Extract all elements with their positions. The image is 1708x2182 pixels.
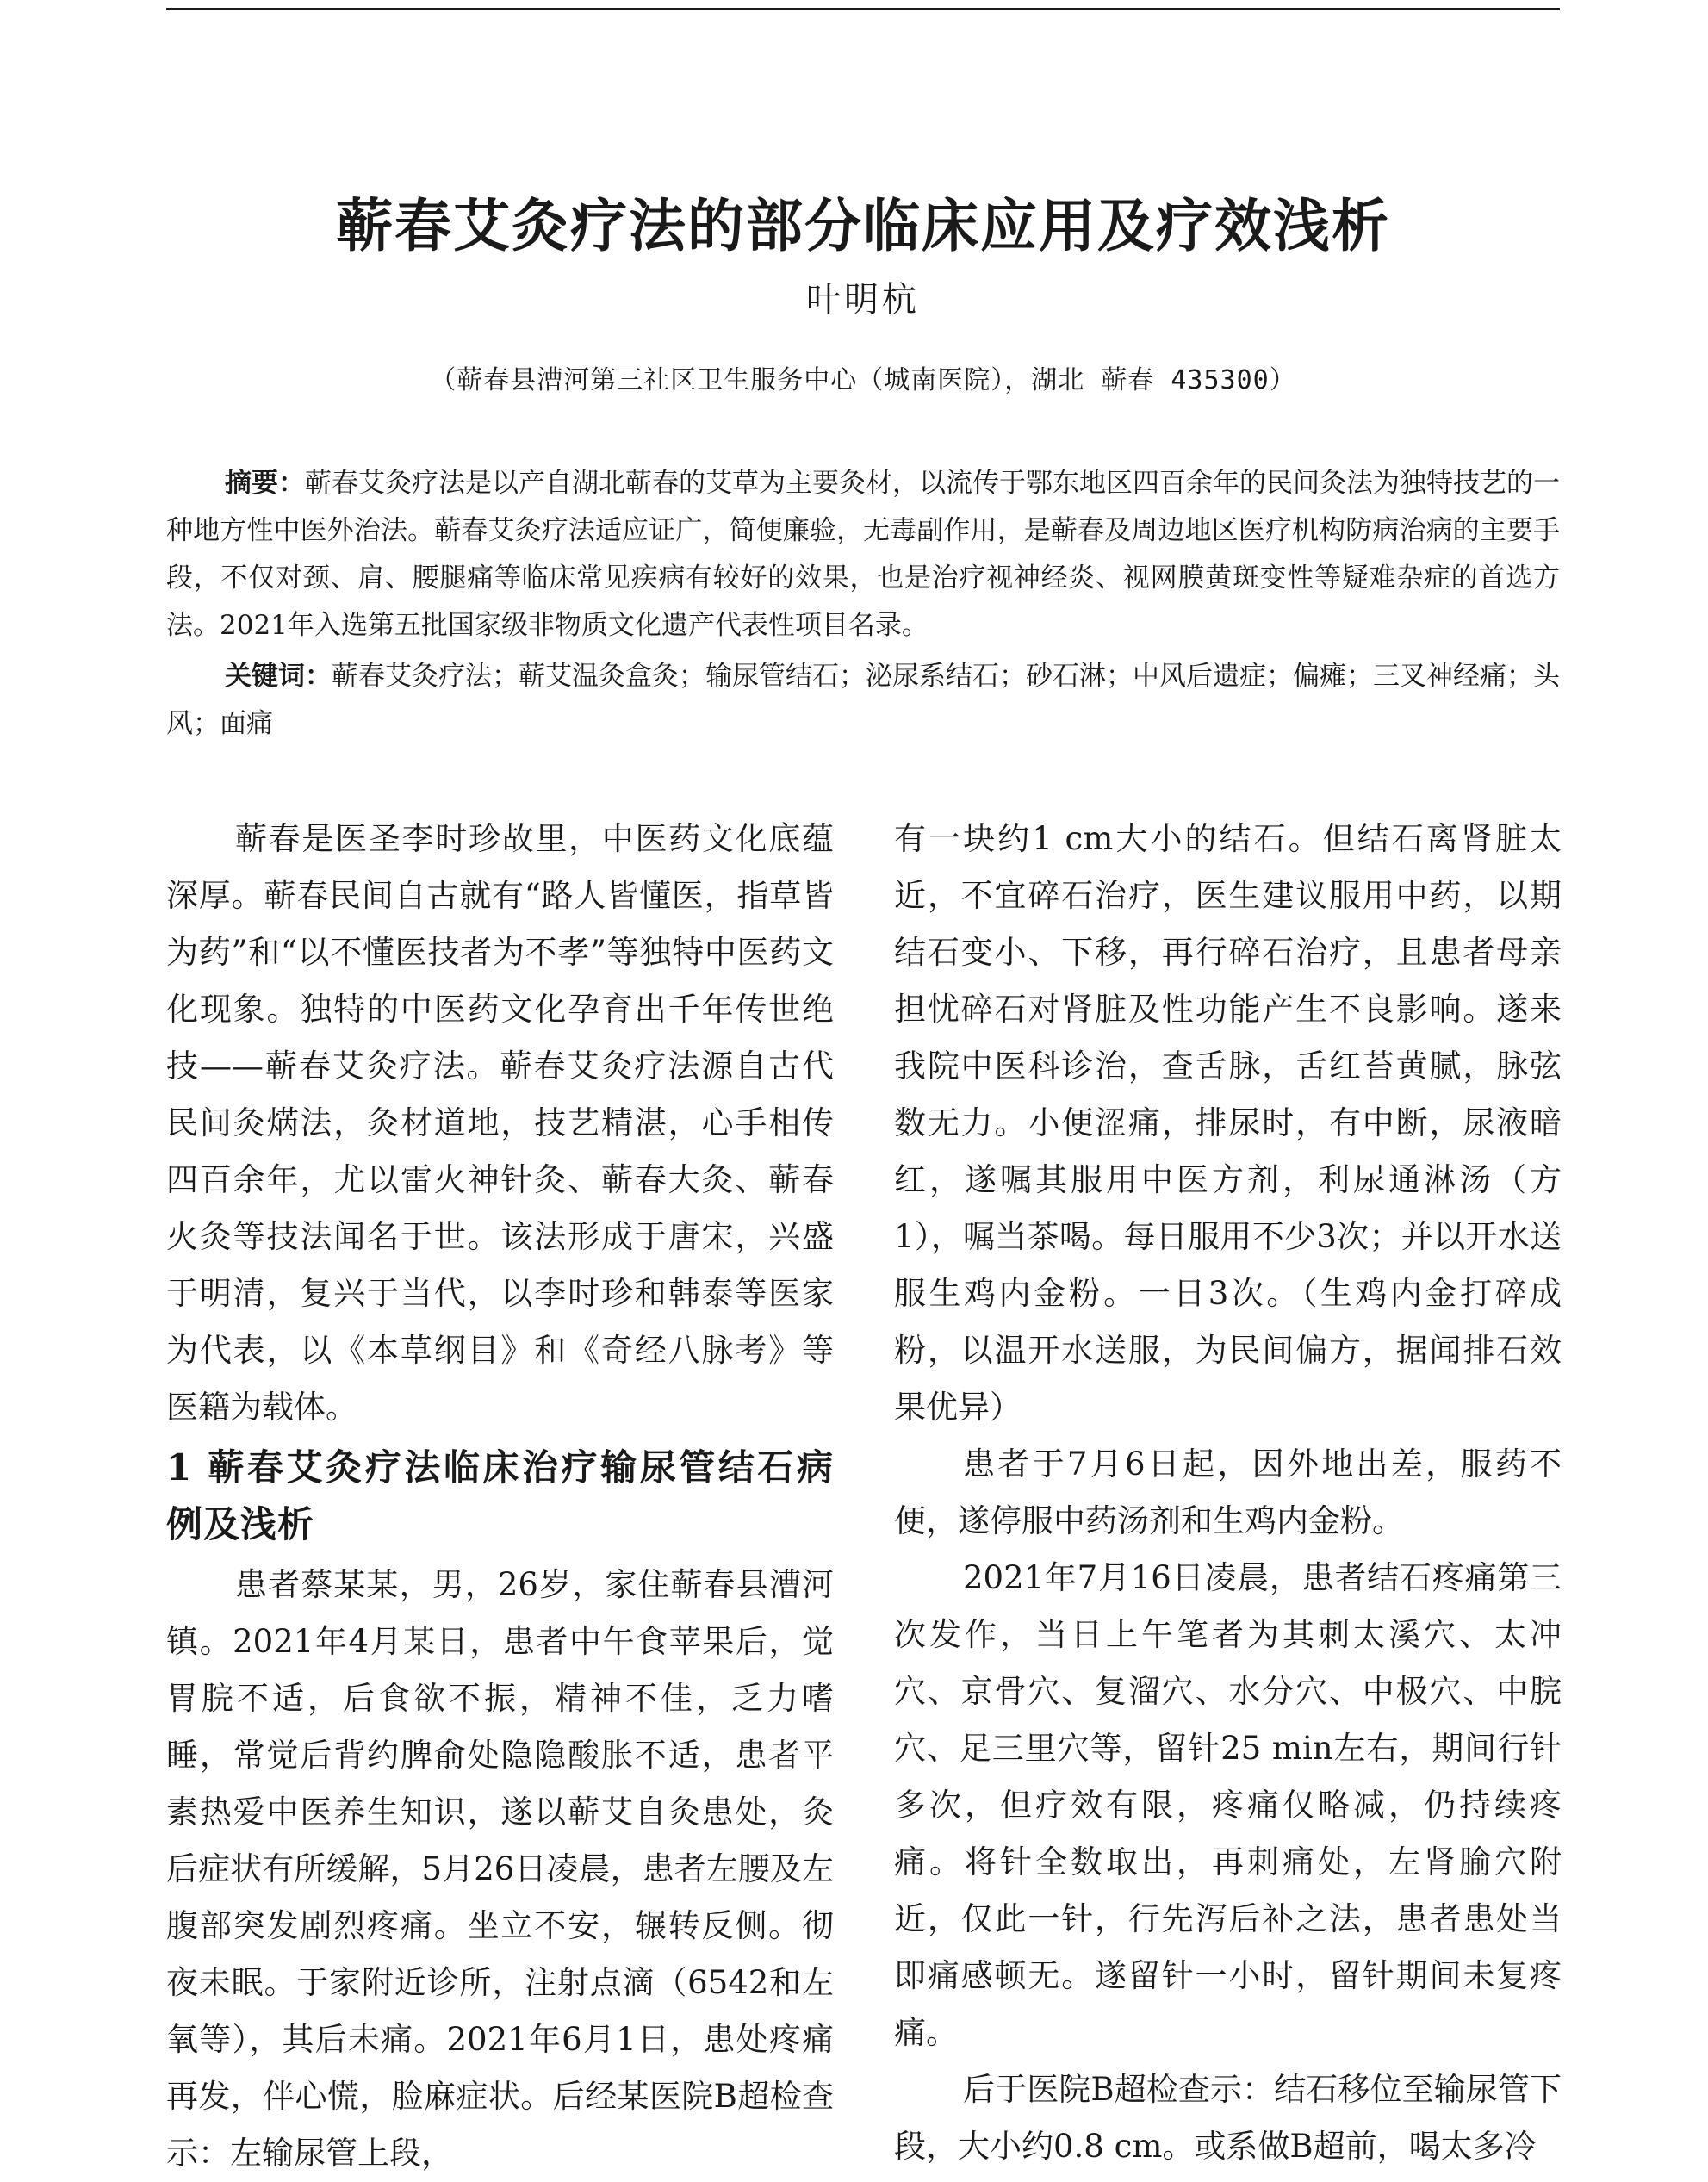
article-title: 蕲春艾灸疗法的部分临床应用及疗效浅析 [336,192,1390,260]
case-paragraph-1: 患者蔡某某，男，26岁，家住蕲春县漕河镇。2021年4月某日，患者中午食苹果后，觉胃脘不适，后食欲不振，精神不佳，乏力嗜睡，常觉后背约脾俞处隐隐酸胀不适，患者平素热爱中医养生知识，遂以蕲艾自灸患处，灸后症状有所缓解，5月26日凌晨，患者左腰及左腹部突发剧烈疼痛。坐立不安，辗转反侧。彻夜未眠。于家附近诊所，注射点滴（6542和左氧等），其后未痛。2021年6月1日，患处疼痛再发，伴心慌，脸麻症状。后经某医院B超检查示：左输尿管上段， [166,1566,834,2172]
body-column-left [166,811,834,2182]
abstract-label: 摘要： [225,468,305,499]
abstract-text: 蕲春艾灸疗法是以产自湖北蕲春的艾草为主要灸材，以流传于鄂东地区四百余年的民间灸法为独特技艺的一种地方性中医外治法。蕲春艾灸疗法适应证广，简便廉验，无毒副作用，是蕲春及周边地区医疗机构防病治病的主要手段，不仅对颈、肩、腰腿痛等临床常见疾病有较好的效果，也是治疗视神经炎、视网膜黄斑变性等疑难杂症的首选方法。2021年入选第五批国家级非物质文化遗产代表性项目名录。 [166,468,1560,641]
section-heading-1: 1 蕲春艾灸疗法临床治疗输尿管结石病例及浅析 [166,1446,834,1545]
keywords-text: 蕲春艾灸疗法；蕲艾温灸盒灸；输尿管结石；泌尿系结石；砂石淋；中风后遗症；偏瘫；三叉神经痛；头风；面痛 [166,661,1560,739]
case-paragraph-2: 患者于7月6日起，因外地出差，服药不便，遂停服中药汤剂和生鸡内金粉。 [894,1445,1562,1539]
case-paragraph-4: 后于医院B超检查示：结石移位至输尿管下段，大小约0.8 cm。或系做B超前，喝太多冷 [894,2071,1562,2165]
case-paragraph-1-continued: 有一块约1 cm大小的结石。但结石离肾脏太近，不宜碎石治疗，医生建议服用中药，以期结石变小、下移，再行碎石治疗，且患者母亲担忧碎石对肾脏及性功能产生不良影响。遂来我院中医科诊治，查舌脉，舌红苔黄腻，脉弦数无力。小便涩痛，排尿时，有中断，尿液暗红，遂嘱其服用中医方剂，利尿通淋汤（方1），嘱当茶喝。每日服用不少3次；并以开水送服生鸡内金粉。一日3次。（生鸡内金打碎成粉，以温开水送服，为民间偏方，据闻排石效果优异） [894,820,1562,1426]
case-paragraph-3: 2021年7月16日凌晨，患者结石疼痛第三次发作，当日上午笔者为其刺太溪穴、太冲穴、京骨穴、复溜穴、水分穴、中极穴、中脘穴、足三里穴等，留针25 min左右，期间行针多次，但疗效有限，疼痛仅略减，仍持续疼痛。将针全数取出，再刺痛处，左肾腧穴附近，仅此一针，行先泻后补之法，患者患处当即痛感顿无。遂留针一小时，留针期间未复疼痛。 [894,1559,1562,2051]
keywords-paragraph [166,653,1560,748]
intro-paragraph: 蕲春是医圣李时珍故里，中医药文化底蕴深厚。蕲春民间自古就有“路人皆懂医，指草皆为药”和“以不懂医技者为不孝”等独特中医药文化现象。独特的中医药文化孕育出千年传世绝技——蕲春艾灸疗法。蕲春艾灸疗法源自古代民间灸焫法，灸材道地，技艺精湛，心手相传四百余年，尤以雷火神针灸、蕲春大灸、蕲春火灸等技法闻名于世。该法形成于唐宋，兴盛于明清，复兴于当代，以李时珍和韩泰等医家为代表，以《本草纲目》和《奇经八脉考》等医籍为载体。 [166,820,834,1426]
abstract-paragraph [166,460,1560,650]
abstract-section [166,460,1560,748]
author-affiliation: （蕲春县漕河第三社区卫生服务中心（城南医院），湖北 蕲春 435300） [430,365,1296,395]
keywords-label: 关键词： [225,661,332,692]
body-column-right [894,811,1562,2175]
header-rule [166,8,1560,10]
author-name: 叶明杭 [806,280,920,320]
